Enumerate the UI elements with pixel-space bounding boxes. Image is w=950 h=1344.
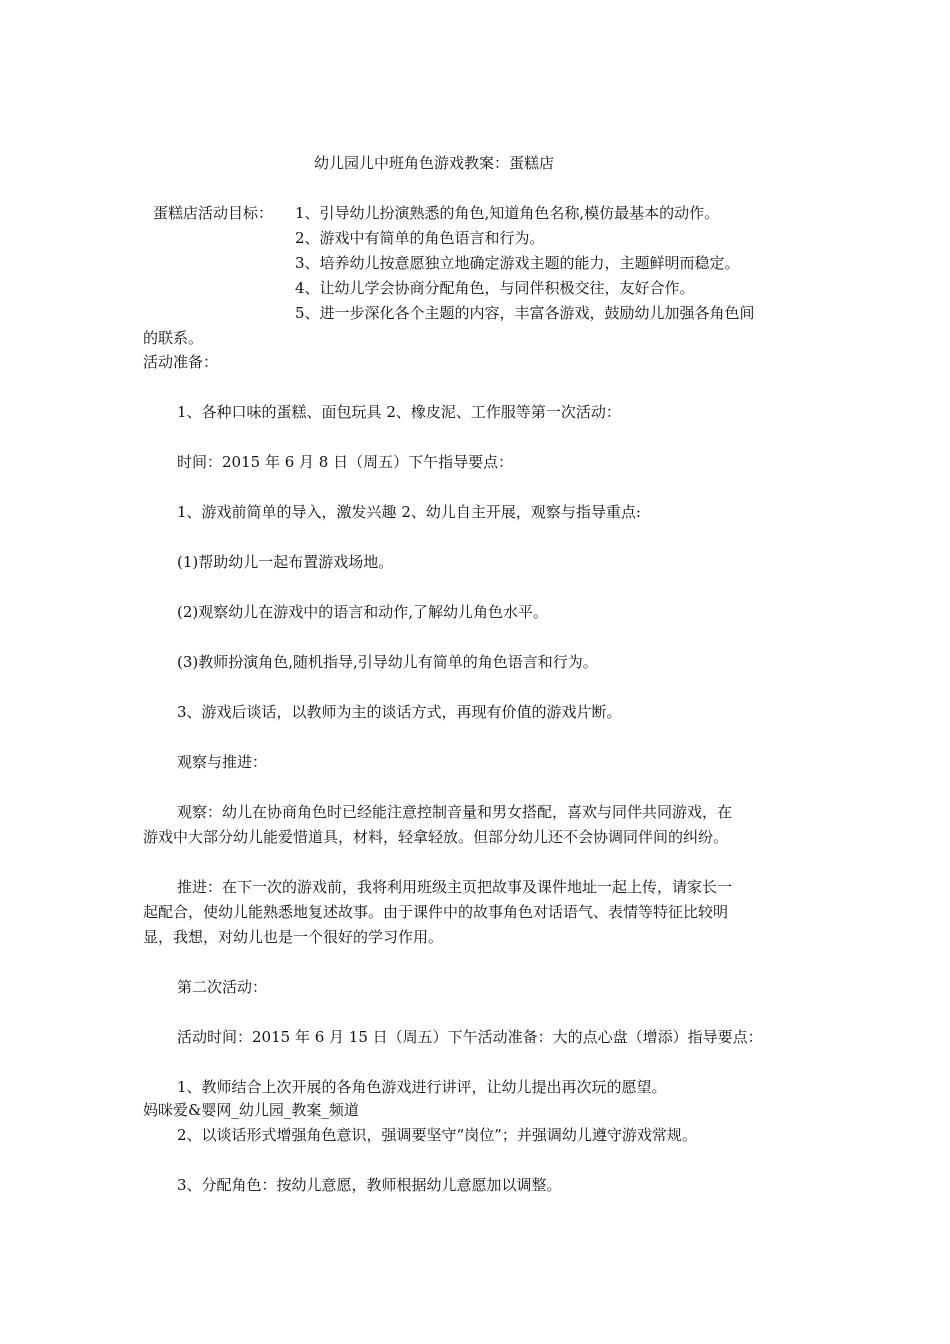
observation-line: 游戏中大部分幼儿能爱惜道具，材料，轻拿轻放。但部分幼儿还不会协调同伴间的纠纷。 (143, 828, 729, 846)
step-line: 1、教师结合上次开展的各角色游戏进行讲评，让幼儿提出再次玩的愿望。 (177, 1078, 667, 1096)
time-line-1: 时间：2015 年 6 月 8 日（周五）下午指导要点： (177, 453, 514, 471)
second-activity-heading: 第二次活动： (177, 978, 268, 996)
prep-line: 1、各种口味的蛋糕、面包玩具 2、橡皮泥、工作服等第一次活动： (177, 403, 621, 421)
sub-point: (3)教师扮演角色,随机指导,引导幼儿有简单的角色语言和行为。 (177, 653, 598, 671)
observation-line: 观察：幼儿在协商角色时已经能注意控制音量和男女搭配，喜欢与同伴共同游戏，在 (177, 803, 733, 821)
time-line-2: 活动时间：2015 年 6 月 15 日（周五）下午活动准备：大的点心盘（增添）指导要点： (177, 1028, 763, 1046)
document-title: 幼儿园儿中班角色游戏教案：蛋糕店 (314, 154, 555, 172)
goals-label: 蛋糕店活动目标： (153, 204, 274, 222)
step-line: 3、分配角色：按幼儿意愿，教师根据幼儿意愿加以调整。 (177, 1176, 562, 1194)
guide-line: 3、游戏后谈话，以教师为主的谈话方式，再现有价值的游戏片断。 (177, 703, 622, 721)
goal-item: 1、引导幼儿扮演熟悉的角色,知道角色名称,模仿最基本的动作。 (295, 204, 720, 222)
push-line: 推进：在下一次的游戏前，我将利用班级主页把故事及课件地址一起上传，请家长一 (177, 878, 733, 896)
push-line: 显，我想，对幼儿也是一个很好的学习作用。 (143, 928, 444, 946)
sub-point: (2)观察幼儿在游戏中的语言和动作,了解幼儿角色水平。 (177, 603, 549, 621)
push-line: 起配合，使幼儿能熟悉地复述故事。由于课件中的故事角色对话语气、表情等特征比较明 (143, 903, 729, 921)
goal-item: 5、进一步深化各个主题的内容，丰富各游戏，鼓励幼儿加强各角色间 (295, 304, 755, 322)
goal-continuation: 的联系。 (143, 329, 204, 347)
prep-heading: 活动准备： (143, 353, 219, 371)
observation-heading: 观察与推进： (177, 753, 268, 771)
goal-item: 2、游戏中有简单的角色语言和行为。 (295, 229, 545, 247)
guide-line: 1、游戏前简单的导入，激发兴趣 2、幼儿自主开展，观察与指导重点: (177, 503, 641, 521)
sub-point: (1)帮助幼儿一起布置游戏场地。 (177, 553, 394, 571)
goal-item: 3、培养幼儿按意愿独立地确定游戏主题的能力，主题鲜明而稳定。 (295, 254, 740, 272)
step-line: 2、以谈话形式增强角色意识，强调要坚守“岗位”；并强调幼儿遵守游戏常规。 (177, 1126, 697, 1144)
watermark-text: 妈咪爱&婴网_幼儿园_教案_频道 (143, 1101, 359, 1119)
goal-item: 4、让幼儿学会协商分配角色，与同伴积极交往，友好合作。 (295, 279, 695, 297)
